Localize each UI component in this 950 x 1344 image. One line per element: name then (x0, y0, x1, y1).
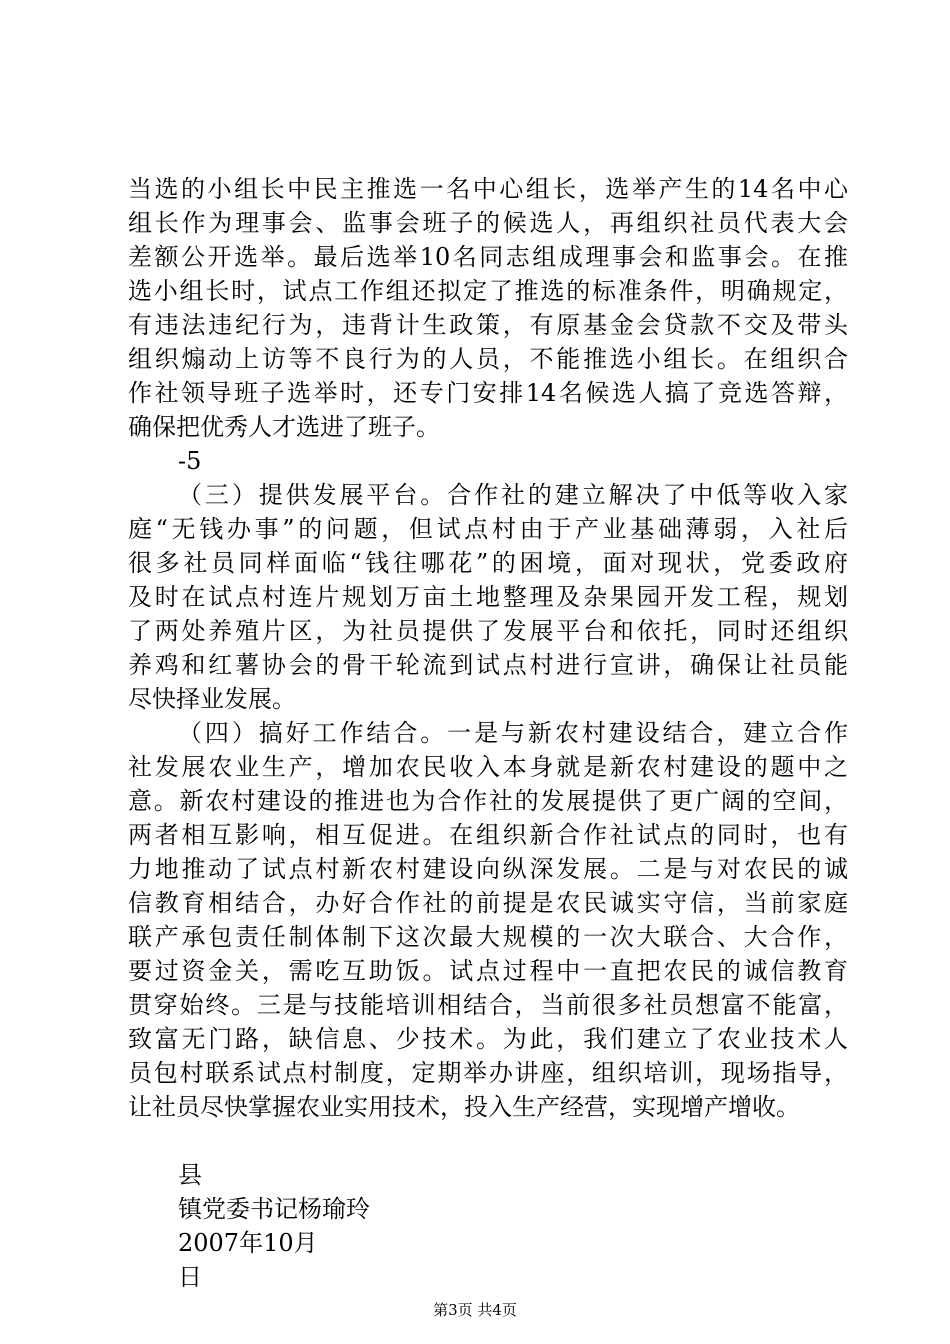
text-line: 员包村联系试点村制度，定期举办讲座，组织培训，现场指导， (128, 1059, 848, 1087)
text-line: 作社领导班子选举时，还专门安排14名候选人搞了竞选答辩， (128, 379, 848, 407)
text-line: 尽快择业发展。 (128, 685, 296, 713)
text-line: 贯穿始终。三是与技能培训相结合，当前很多社员想富不能富， (128, 991, 848, 1019)
signature-county: 县 (178, 1161, 202, 1189)
text-line: 组长作为理事会、监事会班子的候选人，再组织社员代表大会 (128, 209, 848, 237)
text-line: 选小组长时，试点工作组还拟定了推选的标准条件，明确规定， (128, 277, 848, 305)
text-line: 有违法违纪行为，违背计生政策，有原基金会贷款不交及带头 (128, 311, 848, 339)
text-line: 确保把优秀人才选进了班子。 (128, 413, 440, 441)
text-line: 当选的小组长中民主推选一名中心组长，选举产生的14名中心 (128, 175, 848, 203)
text-line: 信教育相结合，办好合作社的前提是农民诚实守信，当前家庭 (128, 889, 848, 917)
text-line: 很多社员同样面临“钱往哪花”的困境，面对现状，党委政府 (128, 549, 848, 577)
text-line: 组织煽动上访等不良行为的人员，不能推选小组长。在组织合 (128, 345, 848, 373)
page-footer: 第3页 共4页 (433, 1301, 517, 1319)
text-line: 养鸡和红薯协会的骨干轮流到试点村进行宣讲，确保让社员能 (128, 651, 848, 679)
text-line: （四）搞好工作结合。一是与新农村建设结合，建立合作 (178, 719, 848, 747)
text-line: 差额公开选举。最后选举10名同志组成理事会和监事会。在推 (128, 243, 848, 271)
text-line: 联产承包责任制体制下这次最大规模的一次大联合、大合作， (128, 923, 848, 951)
text-line: 要过资金关，需吃互助饭。试点过程中一直把农民的诚信教育 (128, 957, 848, 985)
text-line: （三）提供发展平台。合作社的建立解决了中低等收入家 (178, 481, 848, 509)
text-line: 致富无门路，缺信息、少技术。为此，我们建立了农业技术人 (128, 1025, 848, 1053)
text-line: 庭“无钱办事”的问题，但试点村由于产业基础薄弱，入社后 (128, 515, 848, 543)
text-line: 两者相互影响，相互促进。在组织新合作社试点的同时，也有 (128, 821, 848, 849)
signature-date: 2007年10月 (178, 1229, 318, 1257)
text-line: 力地推动了试点村新农村建设向纵深发展。二是与对农民的诚 (128, 855, 848, 883)
text-line: 社发展农业生产，增加农民收入本身就是新农村建设的题中之 (128, 753, 848, 781)
page-marker: -5 (178, 447, 202, 475)
signature-day: 日 (178, 1263, 202, 1291)
text-line: 意。新农村建设的推进也为合作社的发展提供了更广阔的空间， (128, 787, 848, 815)
text-line: 及时在试点村连片规划万亩土地整理及杂果园开发工程，规划 (128, 583, 848, 611)
signature-author: 镇党委书记杨瑜玲 (178, 1195, 370, 1223)
text-line: 让社员尽快掌握农业实用技术，投入生产经营，实现增产增收。 (128, 1093, 800, 1121)
text-line: 了两处养殖片区，为社员提供了发展平台和依托，同时还组织 (128, 617, 848, 645)
